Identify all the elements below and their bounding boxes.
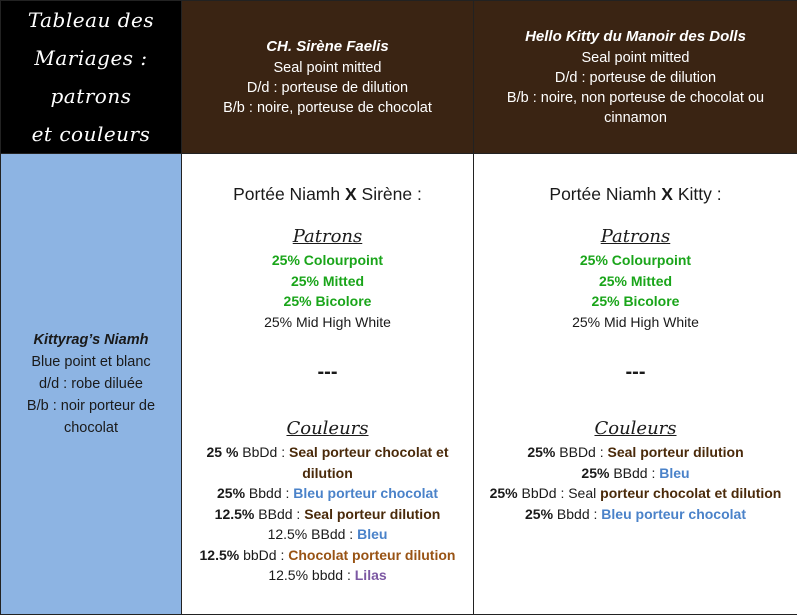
- pattern-line: 25% Colourpoint: [579, 252, 692, 268]
- litter-cell-kitty: [474, 154, 797, 615]
- pattern-line: 25% Mid High White: [572, 313, 699, 330]
- dam-info: d/d : robe diluée: [39, 376, 143, 392]
- pattern-line: 25% Mitted: [598, 272, 673, 289]
- color-line: 12.5% BBdd : Bleu: [267, 526, 388, 542]
- sire-info: B/b : noire, non porteuse de chocolat ou: [506, 89, 765, 106]
- corner-title-cell: [1, 1, 182, 154]
- pattern-line: 25% Mid High White: [264, 313, 391, 330]
- color-line: 12.5% bbdd : Lilas: [268, 567, 387, 583]
- color-line: 25% BBdd : Bleu: [581, 464, 690, 481]
- pattern-line: 25% Mitted: [290, 272, 365, 289]
- dam-info: Blue point et blanc: [31, 354, 151, 370]
- table-title: [1, 1, 181, 153]
- sire-info: Seal point mitted: [581, 49, 690, 66]
- sire-info: D/d : porteuse de dilution: [554, 69, 717, 86]
- dam-info: B/b : noir porteur de: [26, 398, 156, 414]
- sire-info: cinnamon: [604, 109, 667, 126]
- color-line: dilution: [302, 464, 353, 481]
- litter-title: Portée Niamh X Sirène :: [233, 184, 422, 204]
- color-line: 25% Bbdd : Bleu porteur chocolat: [217, 485, 438, 501]
- litter-cell-sirene: [182, 154, 474, 615]
- dam-info: chocolat: [63, 420, 118, 436]
- color-line: 25% BBDd : Seal porteur dilution: [527, 444, 744, 460]
- separator: ---: [625, 361, 646, 383]
- title-line: Mariages : patrons: [34, 46, 148, 108]
- separator: ---: [317, 361, 338, 383]
- sire-info: B/b : noire, porteuse de chocolat: [223, 99, 432, 116]
- patterns-heading: Patrons: [292, 226, 363, 247]
- sire-cell-sirene: [182, 1, 474, 154]
- sire-name: Hello Kitty du Manoir des Dolls: [525, 27, 746, 45]
- color-line: 25 % BbDd : Seal porteur chocolat et: [206, 444, 449, 460]
- pattern-line: 25% Bicolore: [591, 293, 680, 309]
- color-line: 25% BbDd : Seal porteur chocolat et dilution: [489, 485, 782, 501]
- sire-info: Seal point mitted: [273, 59, 382, 76]
- color-line: 12.5% BBdd : Seal porteur dilution: [214, 505, 441, 522]
- dam-cell: [1, 154, 182, 615]
- litter-title: Portée Niamh X Kitty :: [549, 184, 722, 204]
- dam-name: Kittyrag’s Niamh: [33, 332, 149, 348]
- colors-heading: Couleurs: [594, 418, 677, 439]
- sire-info: D/d : porteuse de dilution: [246, 79, 409, 96]
- color-line: 25% Bbdd : Bleu porteur chocolat: [525, 505, 746, 522]
- title-line: Tableau des: [27, 8, 155, 32]
- sire-cell-kitty: [474, 1, 797, 154]
- color-line: 12.5% bbDd : Chocolat porteur dilution: [199, 546, 456, 563]
- pattern-line: 25% Colourpoint: [271, 252, 384, 268]
- title-line: et couleurs: [31, 122, 151, 146]
- sire-name: CH. Sirène Faelis: [266, 37, 389, 55]
- patterns-heading: Patrons: [600, 226, 671, 247]
- colors-heading: Couleurs: [286, 418, 369, 439]
- pattern-line: 25% Bicolore: [283, 293, 372, 309]
